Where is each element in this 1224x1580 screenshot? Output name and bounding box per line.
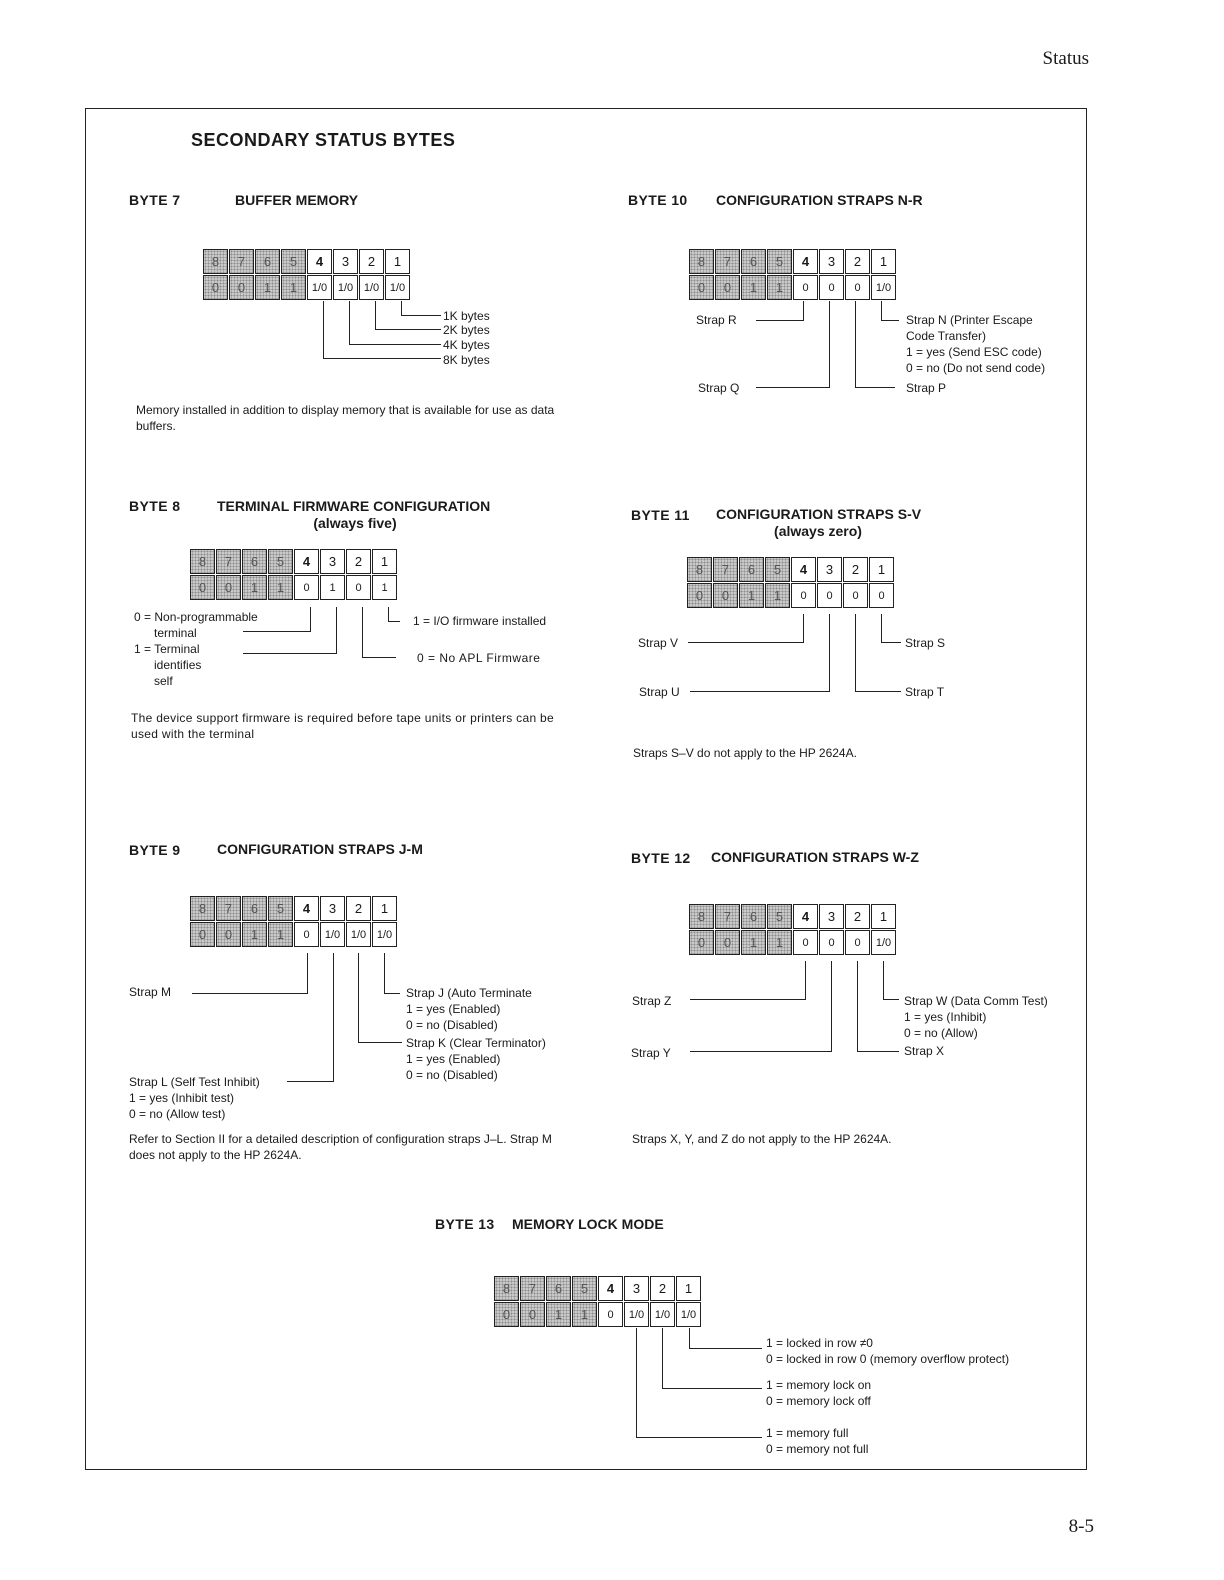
bit-value-5: 1 [767,275,792,300]
connector [388,621,400,622]
byte8-label: BYTE 8 [129,498,181,514]
bit-value-8: 0 [689,275,714,300]
bit-header-5: 5 [765,557,790,582]
bit-header-7: 7 [216,896,241,921]
connector [690,1051,832,1052]
byte11-label: BYTE 11 [631,507,690,523]
byte9-strap-j: Strap J (Auto Terminate 1 = yes (Enabled) 0 = no (Disabled) [406,986,532,1032]
bit-value-3: 1 [320,575,345,600]
connector [689,1328,690,1349]
bit-value-4: 1/0 [307,275,332,300]
byte9-strap-m: Strap M [129,985,172,999]
connector [756,320,804,321]
connector [375,329,441,330]
byte9-label: BYTE 9 [129,842,181,858]
bit-header-2: 2 [359,249,384,274]
bit-header-5: 5 [572,1276,597,1301]
bit-header-6: 6 [242,549,267,574]
connector [243,631,311,632]
bit-value-3: 0 [819,930,844,955]
bit-value-4: 0 [791,583,816,608]
byte13-label: BYTE 13 [435,1216,495,1232]
bit-header-1: 1 [385,249,410,274]
bit-header-5: 5 [281,249,306,274]
bit-value-5: 1 [765,583,790,608]
connector [384,993,400,994]
connector [831,961,832,1052]
bit-header-8: 8 [689,904,714,929]
bit-header-1: 1 [372,896,397,921]
bit-value-2: 1/0 [346,922,371,947]
bit-value-5: 1 [268,575,293,600]
bit-header-2: 2 [346,896,371,921]
bit-header-3: 3 [817,557,842,582]
bit-header-6: 6 [741,249,766,274]
connector [662,1328,663,1389]
bit-value-7: 0 [715,275,740,300]
byte11-strap-s: Strap S [905,636,946,650]
connector [323,358,441,359]
bit-value-6: 1 [242,575,267,600]
connector [287,1081,334,1082]
byte13-annotation-row: 1 = locked in row ≠0 0 = locked in row 0 (memory overflow protect) [766,1336,1010,1366]
bit-header-3: 3 [624,1276,649,1301]
connector [857,1051,899,1052]
bit-value-2: 0 [845,275,870,300]
bit-value-1: 1/0 [871,930,896,955]
connector [333,953,334,1082]
bit-header-4: 4 [793,904,818,929]
bit-header-4: 4 [793,249,818,274]
byte7-label: BYTE 7 [129,192,181,208]
byte7-note: Memory installed in addition to display memory that is available for use as data buffers. [136,403,555,433]
connector [388,607,389,622]
connector [358,953,359,1043]
byte7-annotation-8k: 8K bytes [443,353,490,367]
connector [384,953,385,994]
byte8-title: TERMINAL FIRMWARE CONFIGURATION [217,498,491,514]
bit-header-4: 4 [307,249,332,274]
connector [756,387,830,388]
connector [881,301,882,321]
bit-header-5: 5 [767,904,792,929]
bit-value-1: 0 [869,583,894,608]
bit-header-7: 7 [713,557,738,582]
page-header-section: Status [1042,48,1089,69]
bit-header-1: 1 [871,904,896,929]
connector [323,301,324,359]
bit-value-8: 0 [689,930,714,955]
bit-header-6: 6 [255,249,280,274]
connector [375,301,376,330]
connector [689,1348,762,1349]
connector [883,999,899,1000]
byte10-strap-r: Strap R [696,313,737,327]
bit-value-8: 0 [494,1302,519,1327]
connector [362,607,363,658]
bit-value-4: 0 [793,930,818,955]
bit-value-8: 0 [203,275,228,300]
connector [349,344,441,345]
byte9-note: Refer to Section II for a detailed description of configuration straps J–L. Strap M does not apply to the HP 2624A. [129,1132,552,1162]
connector [349,301,350,345]
bit-header-8: 8 [494,1276,519,1301]
bit-value-3: 0 [819,275,844,300]
connector [662,1388,762,1389]
bit-value-5: 1 [767,930,792,955]
bit-value-3: 1/0 [333,275,358,300]
bit-header-4: 4 [294,549,319,574]
connector [243,653,337,654]
bit-value-7: 0 [715,930,740,955]
connector [803,301,804,321]
bit-value-8: 0 [190,575,215,600]
bit-value-3: 1/0 [320,922,345,947]
bit-value-4: 0 [294,922,319,947]
byte13-annotation-full: 1 = memory full 0 = memory not full [766,1426,869,1456]
byte12-strap-x: Strap X [904,1044,945,1058]
bit-value-7: 0 [713,583,738,608]
byte9-title: CONFIGURATION STRAPS J-M [217,841,423,857]
bit-value-2: 0 [346,575,371,600]
bit-value-5: 1 [572,1302,597,1327]
byte10-strap-q: Strap Q [698,381,740,395]
byte8-subtitle: (always five) [313,515,397,531]
bit-header-1: 1 [871,249,896,274]
connector [855,691,901,692]
bit-header-2: 2 [843,557,868,582]
connector [401,315,441,316]
bit-value-6: 1 [741,930,766,955]
bit-header-4: 4 [791,557,816,582]
byte11-strap-u: Strap U [639,685,680,699]
bit-value-2: 0 [845,930,870,955]
byte10-strap-p: Strap P [906,381,947,395]
bit-value-6: 1 [242,922,267,947]
byte12-note: Straps X, Y, and Z do not apply to the HP 2624A. [632,1132,892,1146]
bit-value-5: 1 [268,922,293,947]
connector [881,614,882,643]
byte12-strap-y: Strap Y [631,1046,671,1060]
bit-header-3: 3 [320,896,345,921]
bit-value-6: 1 [739,583,764,608]
connector [855,387,895,388]
bit-value-6: 1 [546,1302,571,1327]
bit-header-8: 8 [190,549,215,574]
byte12-label: BYTE 12 [631,850,691,866]
figure-title: SECONDARY STATUS BYTES [191,130,456,150]
bit-header-6: 6 [739,557,764,582]
bit-value-8: 0 [190,922,215,947]
bit-value-7: 0 [229,275,254,300]
bit-value-1: 1/0 [385,275,410,300]
connector [362,657,396,658]
connector [829,301,830,388]
bit-header-6: 6 [741,904,766,929]
byte12-strap-z: Strap Z [632,994,672,1008]
connector [881,642,901,643]
byte8-annotation-apl: 0 = No APL Firmware [417,651,541,665]
connector [829,614,830,692]
connector [690,999,806,1000]
bit-header-3: 3 [333,249,358,274]
connector [857,961,858,1052]
bit-header-2: 2 [346,549,371,574]
connector [881,320,899,321]
connector [192,993,308,994]
connector [883,961,884,1000]
bit-value-1: 1/0 [871,275,896,300]
byte9-strap-k: Strap K (Clear Terminator) 1 = yes (Enabled) 0 = no (Disabled) [406,1036,546,1082]
byte12-title: CONFIGURATION STRAPS W-Z [711,849,919,865]
bit-value-2: 1/0 [359,275,384,300]
byte13-annotation-lock: 1 = memory lock on 0 = memory lock off [766,1378,872,1408]
bit-value-2: 1/0 [650,1302,675,1327]
bit-value-8: 0 [687,583,712,608]
bit-value-5: 1 [281,275,306,300]
connector [690,691,830,692]
byte9-strap-l: Strap L (Self Test Inhibit) 1 = yes (Inhibit test) 0 = no (Allow test) [129,1075,260,1121]
bit-value-7: 0 [216,575,241,600]
bit-header-3: 3 [320,549,345,574]
byte11-note: Straps S–V do not apply to the HP 2624A. [633,746,857,760]
bit-header-8: 8 [687,557,712,582]
page-number: 8-5 [1068,1516,1094,1537]
bit-header-1: 1 [869,557,894,582]
bit-value-3: 0 [817,583,842,608]
byte11-title: CONFIGURATION STRAPS S-V [716,506,922,522]
connector [803,614,804,643]
bit-header-5: 5 [767,249,792,274]
connector [855,614,856,692]
bit-value-1: 1/0 [676,1302,701,1327]
connector [855,301,856,388]
byte11-subtitle: (always zero) [774,523,862,539]
byte8-annotation-nonprog: 0 = Non-programmable terminal [134,610,258,640]
byte8-note: The device support firmware is required before tape units or printers can be used with the terminal [131,711,555,741]
bit-value-1: 1 [372,575,397,600]
connector [401,301,402,316]
bit-header-8: 8 [203,249,228,274]
bit-header-7: 7 [216,549,241,574]
byte7-title: BUFFER MEMORY [235,192,359,208]
bit-value-2: 0 [843,583,868,608]
byte10-title: CONFIGURATION STRAPS N-R [716,192,923,208]
bit-header-2: 2 [650,1276,675,1301]
byte11-strap-v: Strap V [638,636,679,650]
bit-header-2: 2 [845,249,870,274]
bit-header-3: 3 [819,904,844,929]
connector [358,1042,402,1043]
bit-value-6: 1 [741,275,766,300]
bit-header-5: 5 [268,549,293,574]
bit-header-7: 7 [715,249,740,274]
bit-header-4: 4 [598,1276,623,1301]
bit-value-7: 0 [216,922,241,947]
bit-value-3: 1/0 [624,1302,649,1327]
byte11-strap-t: Strap T [905,685,945,699]
connector [805,961,806,1000]
bit-header-1: 1 [676,1276,701,1301]
byte7-annotation-1k: 1K bytes [443,309,490,323]
bit-header-1: 1 [372,549,397,574]
bit-value-4: 0 [598,1302,623,1327]
bit-header-4: 4 [294,896,319,921]
bit-header-2: 2 [845,904,870,929]
bit-value-4: 0 [294,575,319,600]
byte10-label: BYTE 10 [628,192,688,208]
bit-header-7: 7 [520,1276,545,1301]
bit-header-5: 5 [268,896,293,921]
bit-value-4: 0 [793,275,818,300]
bit-header-7: 7 [715,904,740,929]
bit-header-8: 8 [689,249,714,274]
bit-value-1: 1/0 [372,922,397,947]
connector [310,607,311,632]
byte7-annotation-2k: 2K bytes [443,323,490,337]
bit-value-7: 0 [520,1302,545,1327]
connector [307,953,308,994]
bit-header-6: 6 [242,896,267,921]
byte8-annotation-io: 1 = I/O firmware installed [413,614,547,628]
connector [688,642,804,643]
connector [636,1328,637,1438]
bit-header-6: 6 [546,1276,571,1301]
byte8-annotation-terminal: 1 = Terminal identifies self [134,642,202,688]
byte12-strap-w: Strap W (Data Comm Test) 1 = yes (Inhibit) 0 = no (Allow) [904,994,1048,1040]
bit-header-7: 7 [229,249,254,274]
connector [336,607,337,654]
bit-header-3: 3 [819,249,844,274]
byte10-strap-n: Strap N (Printer Escape Code Transfer) 1 = yes (Send ESC code) 0 = no (Do not send code) [906,313,1046,375]
bit-header-8: 8 [190,896,215,921]
byte13-title: MEMORY LOCK MODE [512,1216,664,1232]
byte7-annotation-4k: 4K bytes [443,338,490,352]
connector [636,1437,762,1438]
bit-value-6: 1 [255,275,280,300]
